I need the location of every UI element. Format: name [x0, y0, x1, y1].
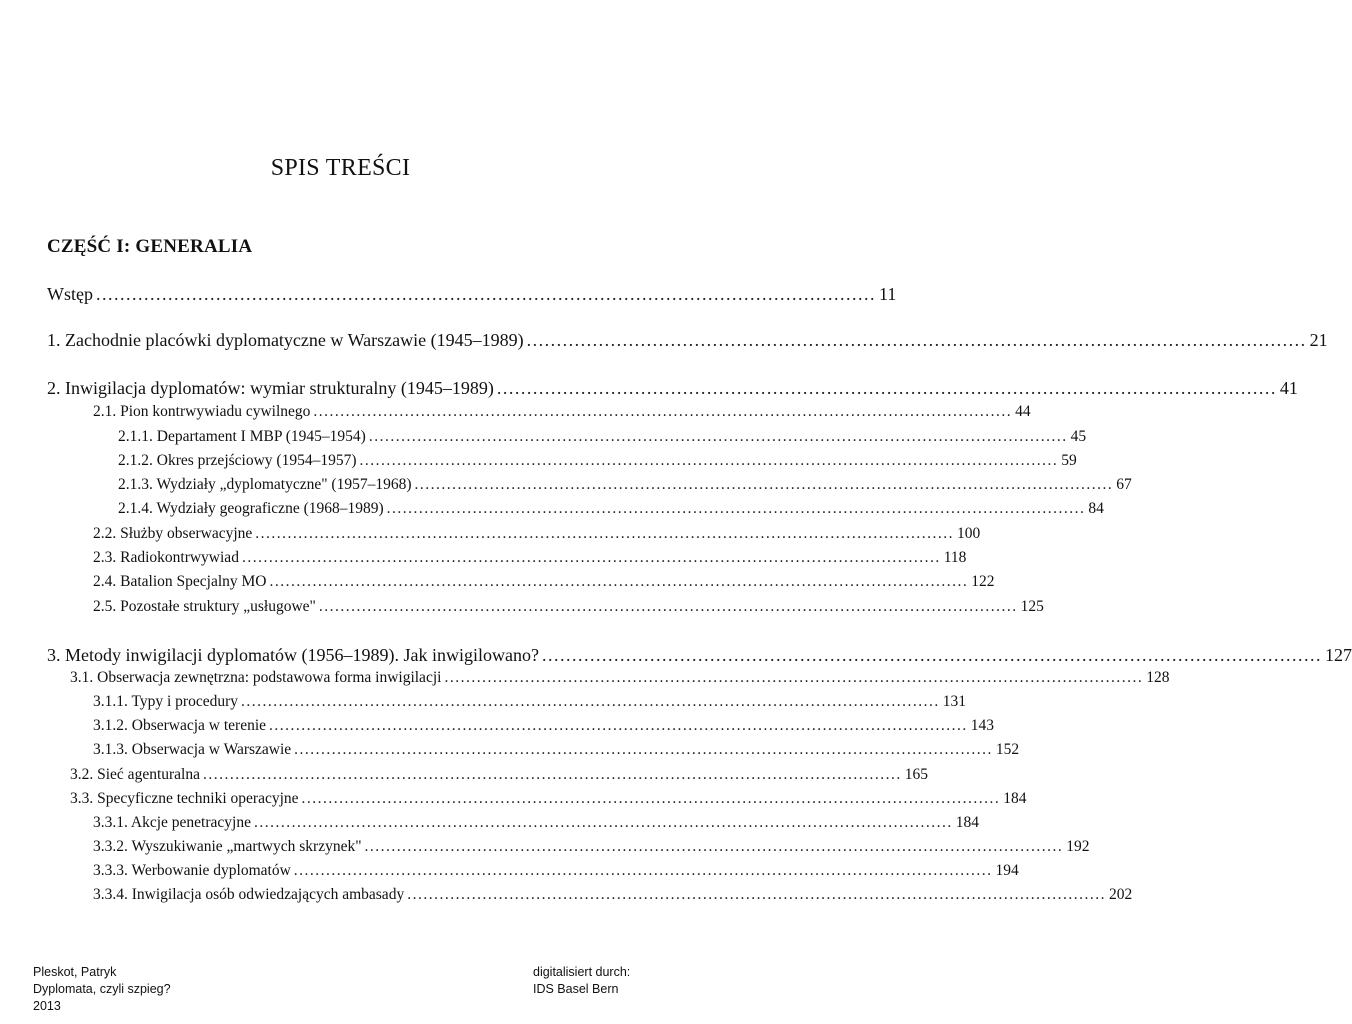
toc-page: 100: [957, 525, 981, 542]
leader-dots: ..................................................................................................................................: [293, 862, 993, 879]
toc-label: 1. Zachodnie placówki dyplomatyczne w Warszawie (1945–1989): [47, 330, 524, 350]
toc-entry-chapter-1: [47, 330, 1328, 354]
leader-dots: ..................................................................................................................................: [253, 814, 953, 831]
leader-dots: ..................................................................................................................................: [496, 378, 1277, 398]
toc-page: 118: [943, 549, 967, 566]
leader-dots: ..................................................................................................................................: [414, 476, 1114, 493]
toc-entry-2-5: [93, 598, 1044, 622]
toc-label: 2.1.4. Wydziały geograficzne (1968–1989): [118, 500, 384, 517]
leader-dots: ..................................................................................................................................: [255, 525, 955, 542]
toc-label: 2.4. Batalion Specjalny MO: [93, 573, 267, 590]
toc-label: 2.1. Pion kontrwywiadu cywilnego: [93, 403, 311, 420]
leader-dots: ..................................................................................................................................: [202, 766, 902, 783]
toc-label: 3.3.3. Werbowanie dyplomatów: [93, 862, 291, 879]
leader-dots: ..................................................................................................................................: [241, 693, 940, 710]
toc-entry-3-3-1: [93, 814, 979, 838]
toc-label: 2.1.3. Wydziały „dyplomatyczne" (1957–1968): [118, 476, 412, 493]
leader-dots: ..................................................................................................................................: [313, 403, 1013, 420]
footer-book-title: Dyplomata, czyli szpieg?: [33, 982, 171, 996]
toc-label: 2.1.1. Departament I MBP (1945–1954): [118, 428, 366, 445]
digitization-footer: [533, 964, 630, 998]
toc-entry-3-1-2: [93, 717, 995, 741]
toc-entry-2-1-3: [118, 476, 1132, 500]
toc-entry-3-3-3: [93, 862, 1019, 886]
toc-page: 11: [878, 284, 897, 304]
footer-digitizer: IDS Basel Bern: [533, 982, 619, 996]
toc-entry-3-3-2: [93, 838, 1090, 862]
toc-entry-3-1-3: [93, 741, 1020, 765]
toc-entry-2-1-1: [118, 428, 1087, 452]
toc-entry-2-2: [93, 525, 981, 549]
leader-dots: ..................................................................................................................................: [541, 645, 1322, 665]
toc-entry-2-1-4: [118, 500, 1104, 524]
leader-dots: ..................................................................................................................................: [364, 838, 1064, 855]
toc-page: 143: [970, 717, 995, 734]
leader-dots: ..................................................................................................................................: [294, 741, 993, 758]
toc-page: 84: [1088, 500, 1104, 517]
leader-dots: ..................................................................................................................................: [269, 573, 969, 590]
toc-label: 3.3.2. Wyszukiwanie „martwych skrzynek": [93, 838, 362, 855]
toc-page: 41: [1279, 378, 1298, 398]
bibliographic-footer: [33, 964, 171, 1015]
toc-page: 152: [995, 741, 1020, 758]
toc-label: 3.1. Obserwacja zewnętrzna: podstawowa forma inwigilacji: [70, 669, 442, 686]
part-heading: CZĘŚĆ I: GENERALIA: [47, 236, 253, 257]
page-title: SPIS TREŚCI: [270, 155, 411, 181]
footer-author: Pleskot, Patryk: [33, 965, 117, 979]
footer-year: 2013: [33, 999, 61, 1013]
toc-page: 184: [955, 814, 979, 831]
toc-page: 67: [1116, 476, 1132, 493]
toc-entry-3-2: [70, 766, 928, 790]
toc-entry-2-4: [93, 573, 995, 597]
toc-entry-intro: [47, 284, 897, 308]
toc-page: 165: [904, 766, 928, 783]
leader-dots: ..................................................................................................................................: [241, 549, 941, 566]
toc-label: 3.3. Specyficzne techniki operacyjne: [70, 790, 299, 807]
toc-page: 122: [971, 573, 995, 590]
toc-entry-3-3: [70, 790, 1027, 814]
toc-entry-2-1-2: [118, 452, 1077, 476]
toc-label: 3. Metody inwigilacji dyplomatów (1956–1989). Jak inwigilowano?: [47, 645, 539, 665]
toc-entry-2-3: [93, 549, 967, 573]
toc-page: 202: [1108, 886, 1133, 903]
toc-page: 125: [1020, 598, 1044, 615]
toc-page: 194: [995, 862, 1019, 879]
toc-label: 3.1.3. Obserwacja w Warszawie: [93, 741, 292, 758]
toc-label: 2. Inwigilacja dyplomatów: wymiar strukturalny (1945–1989): [47, 378, 494, 398]
toc-entry-3-1: [70, 669, 1170, 693]
leader-dots: ..................................................................................................................................: [269, 717, 968, 734]
toc-label: 3.1.1. Typy i procedury: [93, 693, 238, 710]
toc-page: 131: [942, 693, 966, 710]
toc-label: 2.3. Radiokontrwywiad: [93, 549, 239, 566]
toc-label: 2.1.2. Okres przejściowy (1954–1957): [118, 452, 357, 469]
toc-entry-chapter-3: [47, 645, 1352, 669]
toc-label: 2.2. Służby obserwacyjne: [93, 525, 253, 542]
leader-dots: ..................................................................................................................................: [368, 428, 1068, 445]
leader-dots: ..................................................................................................................................: [386, 500, 1086, 517]
leader-dots: ..................................................................................................................................: [95, 284, 876, 304]
toc-page: 128: [1146, 669, 1170, 686]
toc-label: 3.3.4. Inwigilacja osób odwiedzających ambasady: [93, 886, 405, 903]
toc-page: 127: [1324, 645, 1352, 665]
leader-dots: ..................................................................................................................................: [407, 886, 1106, 903]
toc-label: Wstęp: [47, 284, 93, 304]
toc-page: 21: [1309, 330, 1328, 350]
leader-dots: ..................................................................................................................................: [444, 669, 1144, 686]
toc-entry-chapter-2: [47, 378, 1298, 402]
leader-dots: ..................................................................................................................................: [359, 452, 1059, 469]
toc-label: 3.1.2. Obserwacja w terenie: [93, 717, 267, 734]
toc-page: 45: [1070, 428, 1087, 445]
toc-entry-3-3-4: [93, 886, 1133, 910]
leader-dots: ..................................................................................................................................: [301, 790, 1001, 807]
leader-dots: ..................................................................................................................................: [318, 598, 1018, 615]
toc-label: 3.2. Sieć agenturalna: [70, 766, 200, 783]
toc-page: 184: [1003, 790, 1027, 807]
toc-page: 44: [1015, 403, 1031, 420]
toc-entry-2-1: [93, 403, 1031, 427]
toc-entry-3-1-1: [93, 693, 966, 717]
toc-label: 3.3.1. Akcje penetracyjne: [93, 814, 251, 831]
leader-dots: ..................................................................................................................................: [526, 330, 1307, 350]
toc-page: 192: [1066, 838, 1090, 855]
toc-label: 2.5. Pozostałe struktury „usługowe": [93, 598, 316, 615]
footer-digitized-label: digitalisiert durch:: [533, 965, 631, 979]
toc-page: 59: [1061, 452, 1077, 469]
